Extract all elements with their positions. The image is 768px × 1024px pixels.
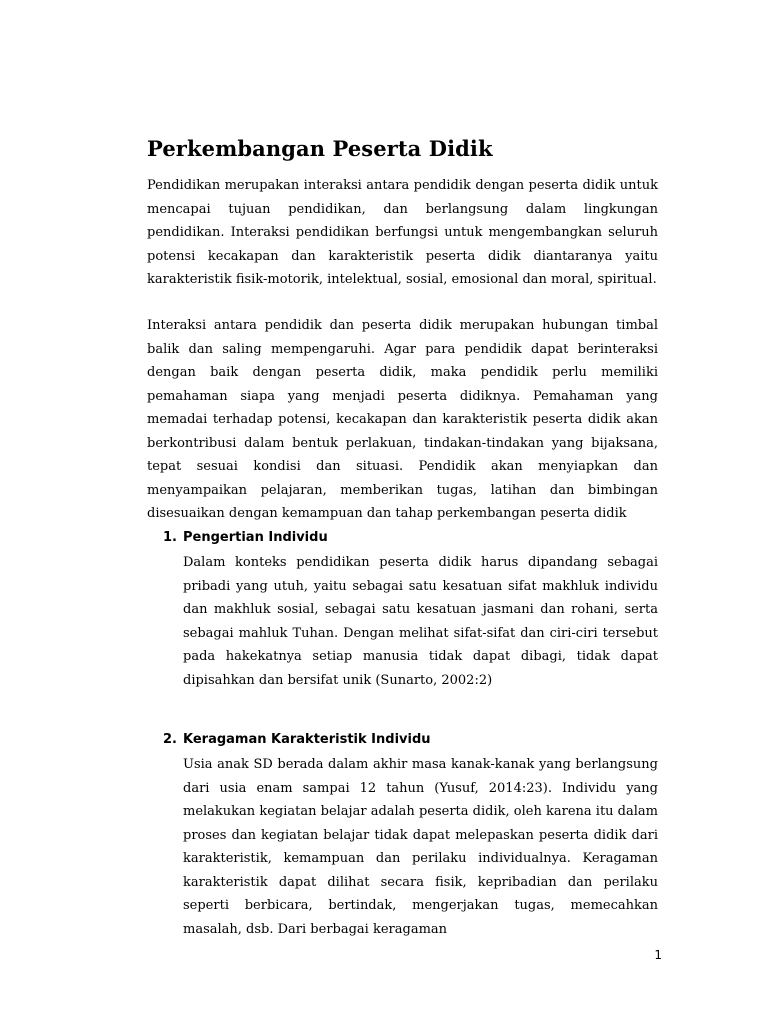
intro-paragraph: Pendidikan merupakan interaksi antara pendidik dengan peserta didik untuk mencapai tujuan pendidikan, dan berlangsung dalam lingkungan pendidikan. Interaksi pendidikan berfungsi untuk mengembangkan seluruh potensi kecakapan dan karakteristik peserta didik diantaranya yaitu karakteristik fisik-motorik, intelektual, sosial, emosional dan moral, spiritual. (147, 178, 658, 287)
interaction-paragraph: Interaksi antara pendidik dan peserta didik merupakan hubungan timbal balik dan saling mempengaruhi. Agar para pendidik dapat berinteraksi dengan baik dengan peserta didik, maka pendidik perlu memiliki pemahaman siapa yang menjadi peserta didiknya. Pemahaman yang memadai terhadap potensi, kecakapan dan karakteristik peserta didik akan berkontribusi dalam bentuk perlakuan, tindakan-tindakan yang bijaksana, tepat sesuai kondisi dan situasi. Pendidik akan menyiapkan dan menyampaikan pelajaran, memberikan tugas, latihan dan bimbingan disesuaikan dengan kemampuan dan tahap perkembangan peserta didik (147, 318, 658, 521)
section-heading-pengertian-individu (163, 530, 328, 545)
section-body-pengertian-individu: Dalam konteks pendidikan peserta didik harus dipandang sebagai pribadi yang utuh, yaitu sebagai satu kesatuan sifat makhluk individu dan makhluk sosial, sebagai satu kesatuan jasmani dan rohani, serta sebagai mahluk Tuhan. Dengan melihat sifat-sifat dan ciri-ciri tersebut pada hakekatnya setiap manusia tidak dapat dibagi, tidak dapat dipisahkan dan bersifat unik (Sunarto, 2002:2) (183, 555, 658, 688)
page-number: 1 (654, 948, 662, 962)
section-heading-text: Keragaman Karakteristik Individu (183, 732, 431, 747)
page-title: Perkembangan Peserta Didik (147, 136, 493, 161)
section-body-keragaman-karakteristik: Usia anak SD berada dalam akhir masa kanak-kanak yang berlangsung dari usia enam sampai 12 tahun (Yusuf, 2014:23). Individu yang melakukan kegiatan belajar adalah peserta didik, oleh karena itu dalam proses dan kegiatan belajar tidak dapat melepaskan peserta didik dari karakteristik, kemampuan dan perilaku individualnya. Keragaman karakteristik dapat dilihat secara fisik, kepribadian dan perilaku seperti berbicara, bertindak, mengerjakan tugas, memecahkan masalah, dsb. Dari berbagai keragaman (183, 757, 658, 937)
section-heading-keragaman-karakteristik (163, 732, 431, 747)
section-number: 1. (163, 530, 177, 545)
section-heading-text: Pengertian Individu (183, 530, 328, 545)
section-number: 2. (163, 732, 177, 747)
